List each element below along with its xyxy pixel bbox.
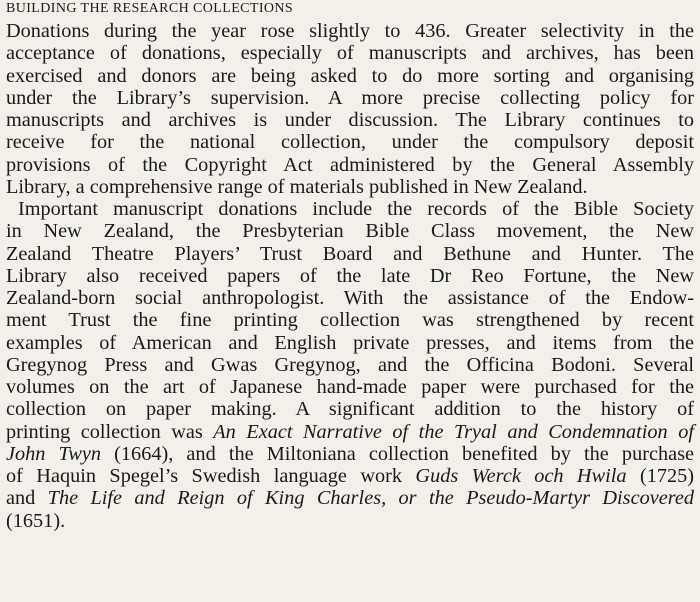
text-line: in New Zealand, the Presbyterian Bible Class movement, the New [6,220,694,243]
text-line: Zealand-born social anthropologist. With the assistance of the Endow- [6,287,694,309]
text-line: under the Library’s supervision. A more precise collecting policy for [6,86,694,109]
text-line: collection on paper making. A significant addition to the history of [6,398,694,421]
text-run: (1725) [626,465,695,487]
text-line: Library also received papers of the late Dr Reo Fortune, the New [6,264,694,287]
book-title: An Exact Narrative of the Tryal and Condemnation of [213,420,694,443]
document-page [6,0,694,532]
text-line: manuscripts and archives is under discussion. The Library continues to [6,109,694,131]
text-line: examples of American and English private presses, and items from the [6,331,694,354]
text-line: volumes on the art of Japanese hand-made paper were purchased for the [6,376,694,398]
text-line: ment Trust the fine printing collection was strengthened by recent [6,309,694,332]
text-run: and [6,487,48,510]
text-line: Library, a comprehensive range of materials published in New Zealand. [6,175,588,198]
text-line: Donations during the year rose slightly to 436. Greater selectivity in the [6,20,694,42]
book-title: John Twyn [6,442,102,465]
text-line: (1651). [6,509,66,532]
text-run: of Haquin Spegel’s Swedish language work [6,465,416,487]
book-title: Guds Werck och Hwila [415,465,627,487]
paragraph-donations [6,20,694,198]
book-title: The Life and Reign of King Charles, or the Pseudo-Martyr Discovered [47,487,694,510]
text-line [6,465,694,487]
text-run: (1664), and the Miltoniana collection benefited by the purchase [101,442,695,465]
text-line [6,421,694,443]
text-line [6,443,694,465]
text-line: Gregynog Press and Gwas Gregynog, and the Officina Bodoni. Several [6,353,694,376]
running-head: BUILDING THE RESEARCH COLLECTIONS [6,1,294,16]
text-line: exercised and donors are being asked to do more sorting and organising [6,64,694,87]
text-line: receive for the national collection, under the compulsory deposit [6,131,694,154]
text-line: acceptance of donations, especially of manuscripts and archives, has been [6,42,694,65]
text-run: printing collection was [6,420,214,443]
text-line: Zealand Theatre Players’ Trust Board and Bethune and Hunter. The [6,242,694,265]
text-line: Important manuscript donations include the records of the Bible Society [18,198,694,220]
text-line: provisions of the Copyright Act administered by the General Assembly [6,153,694,176]
paragraph-manuscript-donations [6,198,694,532]
text-line [6,487,694,509]
